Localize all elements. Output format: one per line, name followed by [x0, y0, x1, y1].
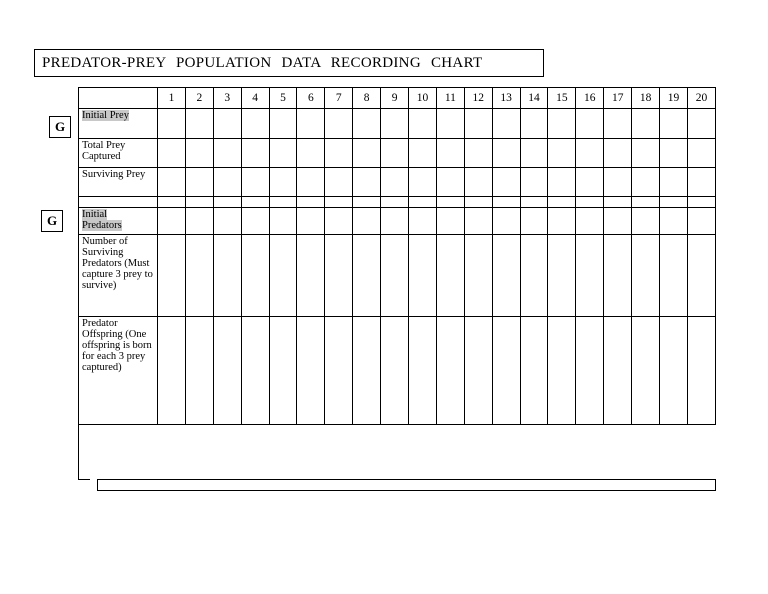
data-cell [185, 317, 213, 425]
data-cell [520, 109, 548, 139]
data-cell [297, 168, 325, 197]
spacer-label-cell [79, 197, 158, 208]
column-header-15: 15 [548, 88, 576, 109]
data-cell [632, 317, 660, 425]
data-cell [213, 235, 241, 317]
data-cell [632, 109, 660, 139]
data-cell [381, 139, 409, 168]
data-cell [325, 235, 353, 317]
column-header-19: 19 [660, 88, 688, 109]
data-cell [241, 109, 269, 139]
column-header-2: 2 [185, 88, 213, 109]
data-cell [520, 235, 548, 317]
data-cell [604, 317, 632, 425]
data-cell [353, 208, 381, 235]
data-cell [436, 235, 464, 317]
data-cell [632, 168, 660, 197]
data-cell [409, 139, 437, 168]
data-cell [660, 139, 688, 168]
data-cell [381, 235, 409, 317]
data-cell [548, 208, 576, 235]
data-cell [687, 208, 715, 235]
column-header-4: 4 [241, 88, 269, 109]
column-header-7: 7 [325, 88, 353, 109]
data-cell [548, 168, 576, 197]
data-cell [436, 208, 464, 235]
data-cell [548, 139, 576, 168]
data-cell [660, 208, 688, 235]
data-cell [520, 317, 548, 425]
data-cell [381, 197, 409, 208]
data-cell [409, 168, 437, 197]
row-surviving-predators [79, 235, 716, 317]
data-cell [381, 317, 409, 425]
data-cell [185, 208, 213, 235]
column-header-16: 16 [576, 88, 604, 109]
row-label-predator-offspring: Predator Offspring (One offspring is born for each 3 prey captured) [79, 317, 158, 425]
data-cell [353, 109, 381, 139]
data-cell [464, 197, 492, 208]
data-cell [660, 197, 688, 208]
data-cell [213, 168, 241, 197]
data-cell [464, 317, 492, 425]
row-label-surviving-predators: Number of Surviving Predators (Must capture 3 prey to survive) [79, 235, 158, 317]
column-header-8: 8 [353, 88, 381, 109]
data-cell [687, 317, 715, 425]
column-header-11: 11 [436, 88, 464, 109]
data-cell [241, 235, 269, 317]
data-cell [492, 168, 520, 197]
data-cell [297, 317, 325, 425]
data-cell [464, 208, 492, 235]
data-cell [353, 139, 381, 168]
data-cell [436, 109, 464, 139]
data-cell [158, 139, 186, 168]
data-cell [632, 208, 660, 235]
data-cell [381, 109, 409, 139]
data-cell [576, 139, 604, 168]
data-cell [297, 208, 325, 235]
data-cell [213, 139, 241, 168]
header-row [79, 88, 716, 109]
data-cell [576, 317, 604, 425]
data-cell [158, 317, 186, 425]
data-cell [548, 235, 576, 317]
data-cell [576, 208, 604, 235]
data-cell [213, 317, 241, 425]
data-cell [409, 197, 437, 208]
data-cell [464, 139, 492, 168]
data-cell [604, 208, 632, 235]
row-label-surviving-prey: Surviving Prey [79, 168, 158, 197]
data-cell [492, 139, 520, 168]
row-spacer [79, 197, 716, 208]
data-cell [632, 197, 660, 208]
g-marker-predators: G [41, 210, 63, 232]
data-cell [297, 235, 325, 317]
data-cell [185, 197, 213, 208]
data-cell [269, 109, 297, 139]
data-cell [241, 139, 269, 168]
data-cell [241, 208, 269, 235]
bracket-tick [78, 479, 90, 480]
data-cell [158, 208, 186, 235]
data-cell [576, 235, 604, 317]
data-cell [381, 208, 409, 235]
row-initial-predators [79, 208, 716, 235]
data-cell [325, 197, 353, 208]
data-cell [436, 317, 464, 425]
data-cell [158, 168, 186, 197]
data-cell [185, 168, 213, 197]
row-initial-prey [79, 109, 716, 139]
data-cell [158, 235, 186, 317]
row-label-initial-prey: Initial Prey [79, 109, 158, 139]
data-cell [520, 168, 548, 197]
column-header-3: 3 [213, 88, 241, 109]
data-cell [492, 235, 520, 317]
data-cell [604, 139, 632, 168]
data-cell [576, 168, 604, 197]
data-cell [687, 139, 715, 168]
row-predator-offspring [79, 317, 716, 425]
data-cell [548, 197, 576, 208]
data-cell [632, 139, 660, 168]
data-cell [213, 208, 241, 235]
data-cell [660, 317, 688, 425]
row-label-total-prey-captured: Total Prey Captured [79, 139, 158, 168]
data-cell [325, 139, 353, 168]
chart-title: PREDATOR-PREY POPULATION DATA RECORDING CHART [34, 49, 544, 77]
data-cell [269, 139, 297, 168]
column-header-5: 5 [269, 88, 297, 109]
data-cell [158, 109, 186, 139]
data-cell [325, 109, 353, 139]
data-cell [241, 168, 269, 197]
data-cell [353, 168, 381, 197]
data-cell [576, 197, 604, 208]
data-cell [492, 317, 520, 425]
data-cell [687, 235, 715, 317]
data-cell [632, 235, 660, 317]
data-cell [325, 208, 353, 235]
data-cell [185, 139, 213, 168]
data-cell [241, 197, 269, 208]
data-cell [604, 197, 632, 208]
data-cell [492, 109, 520, 139]
data-cell [297, 109, 325, 139]
data-cell [548, 317, 576, 425]
bracket-line [78, 424, 79, 480]
data-cell [409, 109, 437, 139]
g-marker-prey: G [49, 116, 71, 138]
data-cell [660, 168, 688, 197]
data-cell [213, 197, 241, 208]
data-cell [325, 317, 353, 425]
data-cell [604, 109, 632, 139]
footer-box [97, 479, 716, 491]
data-cell [492, 208, 520, 235]
data-cell [436, 197, 464, 208]
column-header-1: 1 [158, 88, 186, 109]
column-header-10: 10 [409, 88, 437, 109]
data-cell [325, 168, 353, 197]
row-label-initial-predators: Initial Predators [79, 208, 158, 235]
data-cell [381, 168, 409, 197]
data-cell [687, 197, 715, 208]
data-cell [548, 109, 576, 139]
data-cell [409, 235, 437, 317]
data-cell [269, 168, 297, 197]
data-cell [687, 168, 715, 197]
data-cell [464, 168, 492, 197]
row-total-prey-captured [79, 139, 716, 168]
data-cell [660, 235, 688, 317]
data-cell [353, 317, 381, 425]
data-cell [409, 208, 437, 235]
data-cell [520, 139, 548, 168]
data-cell [520, 208, 548, 235]
column-header-13: 13 [492, 88, 520, 109]
data-cell [436, 139, 464, 168]
data-cell [464, 235, 492, 317]
column-header-12: 12 [464, 88, 492, 109]
column-header-20: 20 [687, 88, 715, 109]
data-cell [520, 197, 548, 208]
data-cell [436, 168, 464, 197]
data-cell [492, 197, 520, 208]
data-cell [660, 109, 688, 139]
data-cell [269, 235, 297, 317]
data-cell [353, 197, 381, 208]
data-cell [213, 109, 241, 139]
row-surviving-prey [79, 168, 716, 197]
data-cell [158, 197, 186, 208]
data-cell [185, 235, 213, 317]
column-header-9: 9 [381, 88, 409, 109]
data-cell [409, 317, 437, 425]
data-cell [185, 109, 213, 139]
data-cell [576, 109, 604, 139]
column-header-18: 18 [632, 88, 660, 109]
data-cell [604, 168, 632, 197]
data-cell [604, 235, 632, 317]
data-cell [297, 139, 325, 168]
data-cell [269, 197, 297, 208]
corner-cell [79, 88, 158, 109]
column-header-17: 17 [604, 88, 632, 109]
data-cell [687, 109, 715, 139]
data-cell [464, 109, 492, 139]
data-cell [241, 317, 269, 425]
data-cell [297, 197, 325, 208]
data-cell [269, 208, 297, 235]
data-cell [353, 235, 381, 317]
data-recording-table [78, 87, 716, 425]
column-header-14: 14 [520, 88, 548, 109]
column-header-6: 6 [297, 88, 325, 109]
data-cell [269, 317, 297, 425]
